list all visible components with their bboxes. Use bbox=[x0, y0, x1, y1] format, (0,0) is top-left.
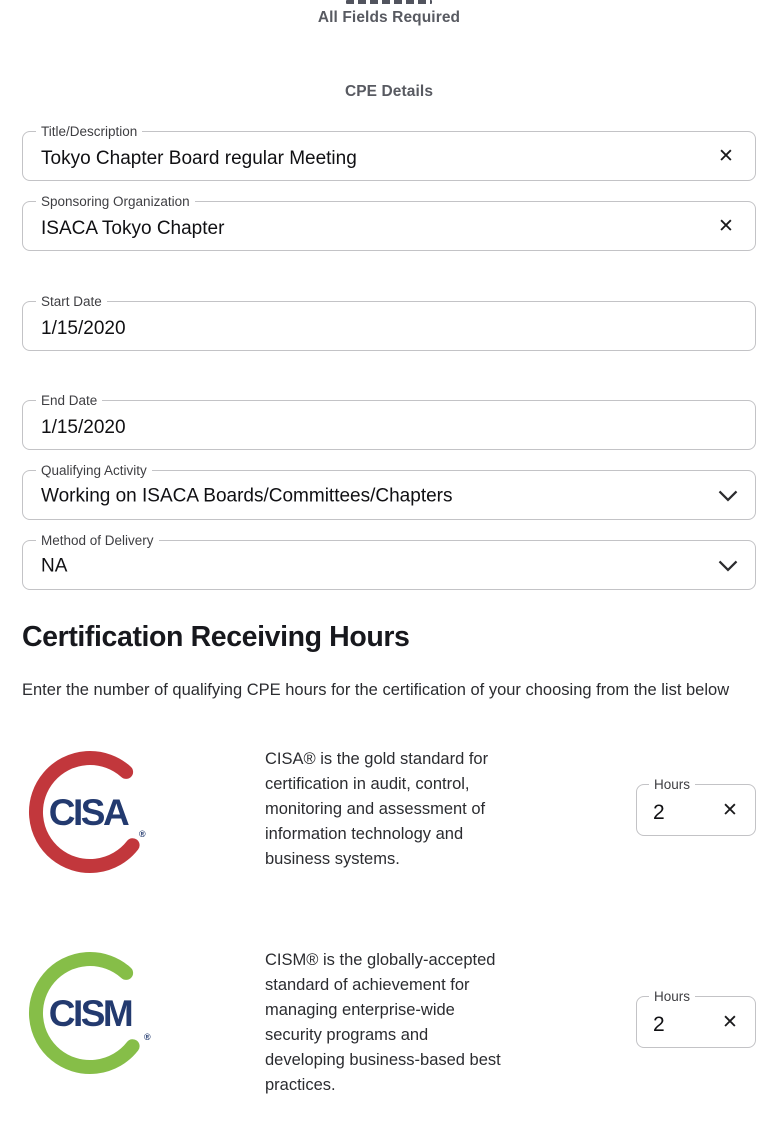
cpe-details-form bbox=[0, 124, 778, 590]
cism-hours-input[interactable] bbox=[637, 997, 707, 1047]
title-description-label: Title/Description bbox=[36, 123, 142, 140]
cism-hours-field bbox=[636, 988, 756, 1048]
start-date-label: Start Date bbox=[36, 293, 107, 310]
end-date-field bbox=[22, 393, 756, 450]
cert-row-cisa bbox=[22, 745, 756, 880]
cisa-hours-field bbox=[636, 776, 756, 836]
form-title: CPE Details bbox=[344, 83, 434, 100]
cism-logo-text: CISM bbox=[48, 992, 132, 1034]
qualifying-activity-select[interactable] bbox=[22, 463, 756, 520]
cism-logo bbox=[22, 946, 165, 1081]
cert-row-cism bbox=[22, 946, 756, 1098]
chevron-down-icon[interactable] bbox=[718, 490, 738, 502]
cism-description: CISM® is the globally-accepted standard of achievement for managing enterprise-wide security programs and developing business-based best practices. bbox=[265, 950, 501, 1094]
cisa-logo-text: CISA bbox=[48, 791, 128, 833]
all-fields-required-note: All Fields Required bbox=[317, 9, 461, 26]
cisa-hours-label: Hours bbox=[649, 776, 695, 793]
sponsoring-organization-field bbox=[22, 194, 756, 251]
title-description-input[interactable] bbox=[23, 132, 755, 180]
clear-icon[interactable] bbox=[717, 797, 743, 823]
end-date-label: End Date bbox=[36, 392, 102, 409]
registered-trademark-icon: ® bbox=[144, 1031, 151, 1042]
certification-hours-heading: Certification Receiving Hours bbox=[22, 621, 410, 653]
sponsoring-organization-input[interactable] bbox=[23, 202, 755, 250]
sponsoring-organization-label: Sponsoring Organization bbox=[36, 193, 195, 210]
end-date-input[interactable] bbox=[23, 401, 755, 449]
clipped-text-fragment bbox=[346, 0, 432, 4]
method-of-delivery-label: Method of Delivery bbox=[36, 532, 159, 549]
registered-trademark-icon: ® bbox=[139, 828, 146, 839]
qualifying-activity-value: Working on ISACA Boards/Committees/Chapters bbox=[41, 485, 453, 507]
clear-icon[interactable] bbox=[713, 143, 739, 169]
title-description-field bbox=[22, 124, 756, 181]
method-of-delivery-select[interactable] bbox=[22, 533, 756, 590]
cisa-logo bbox=[22, 745, 165, 880]
chevron-down-icon[interactable] bbox=[718, 560, 738, 572]
certification-hours-intro: Enter the number of qualifying CPE hours for the certification of your choosing from the list below bbox=[22, 680, 730, 699]
cisa-description: CISA® is the gold standard for certification in audit, control, monitoring and assessment of information technology and business systems. bbox=[265, 749, 489, 868]
cisa-hours-input[interactable] bbox=[637, 785, 707, 835]
clear-icon[interactable] bbox=[717, 1009, 743, 1035]
start-date-input[interactable] bbox=[23, 302, 755, 350]
clear-icon[interactable] bbox=[713, 213, 739, 239]
method-of-delivery-value: NA bbox=[41, 555, 68, 577]
cism-hours-label: Hours bbox=[649, 988, 695, 1005]
qualifying-activity-label: Qualifying Activity bbox=[36, 462, 152, 479]
start-date-field bbox=[22, 294, 756, 351]
